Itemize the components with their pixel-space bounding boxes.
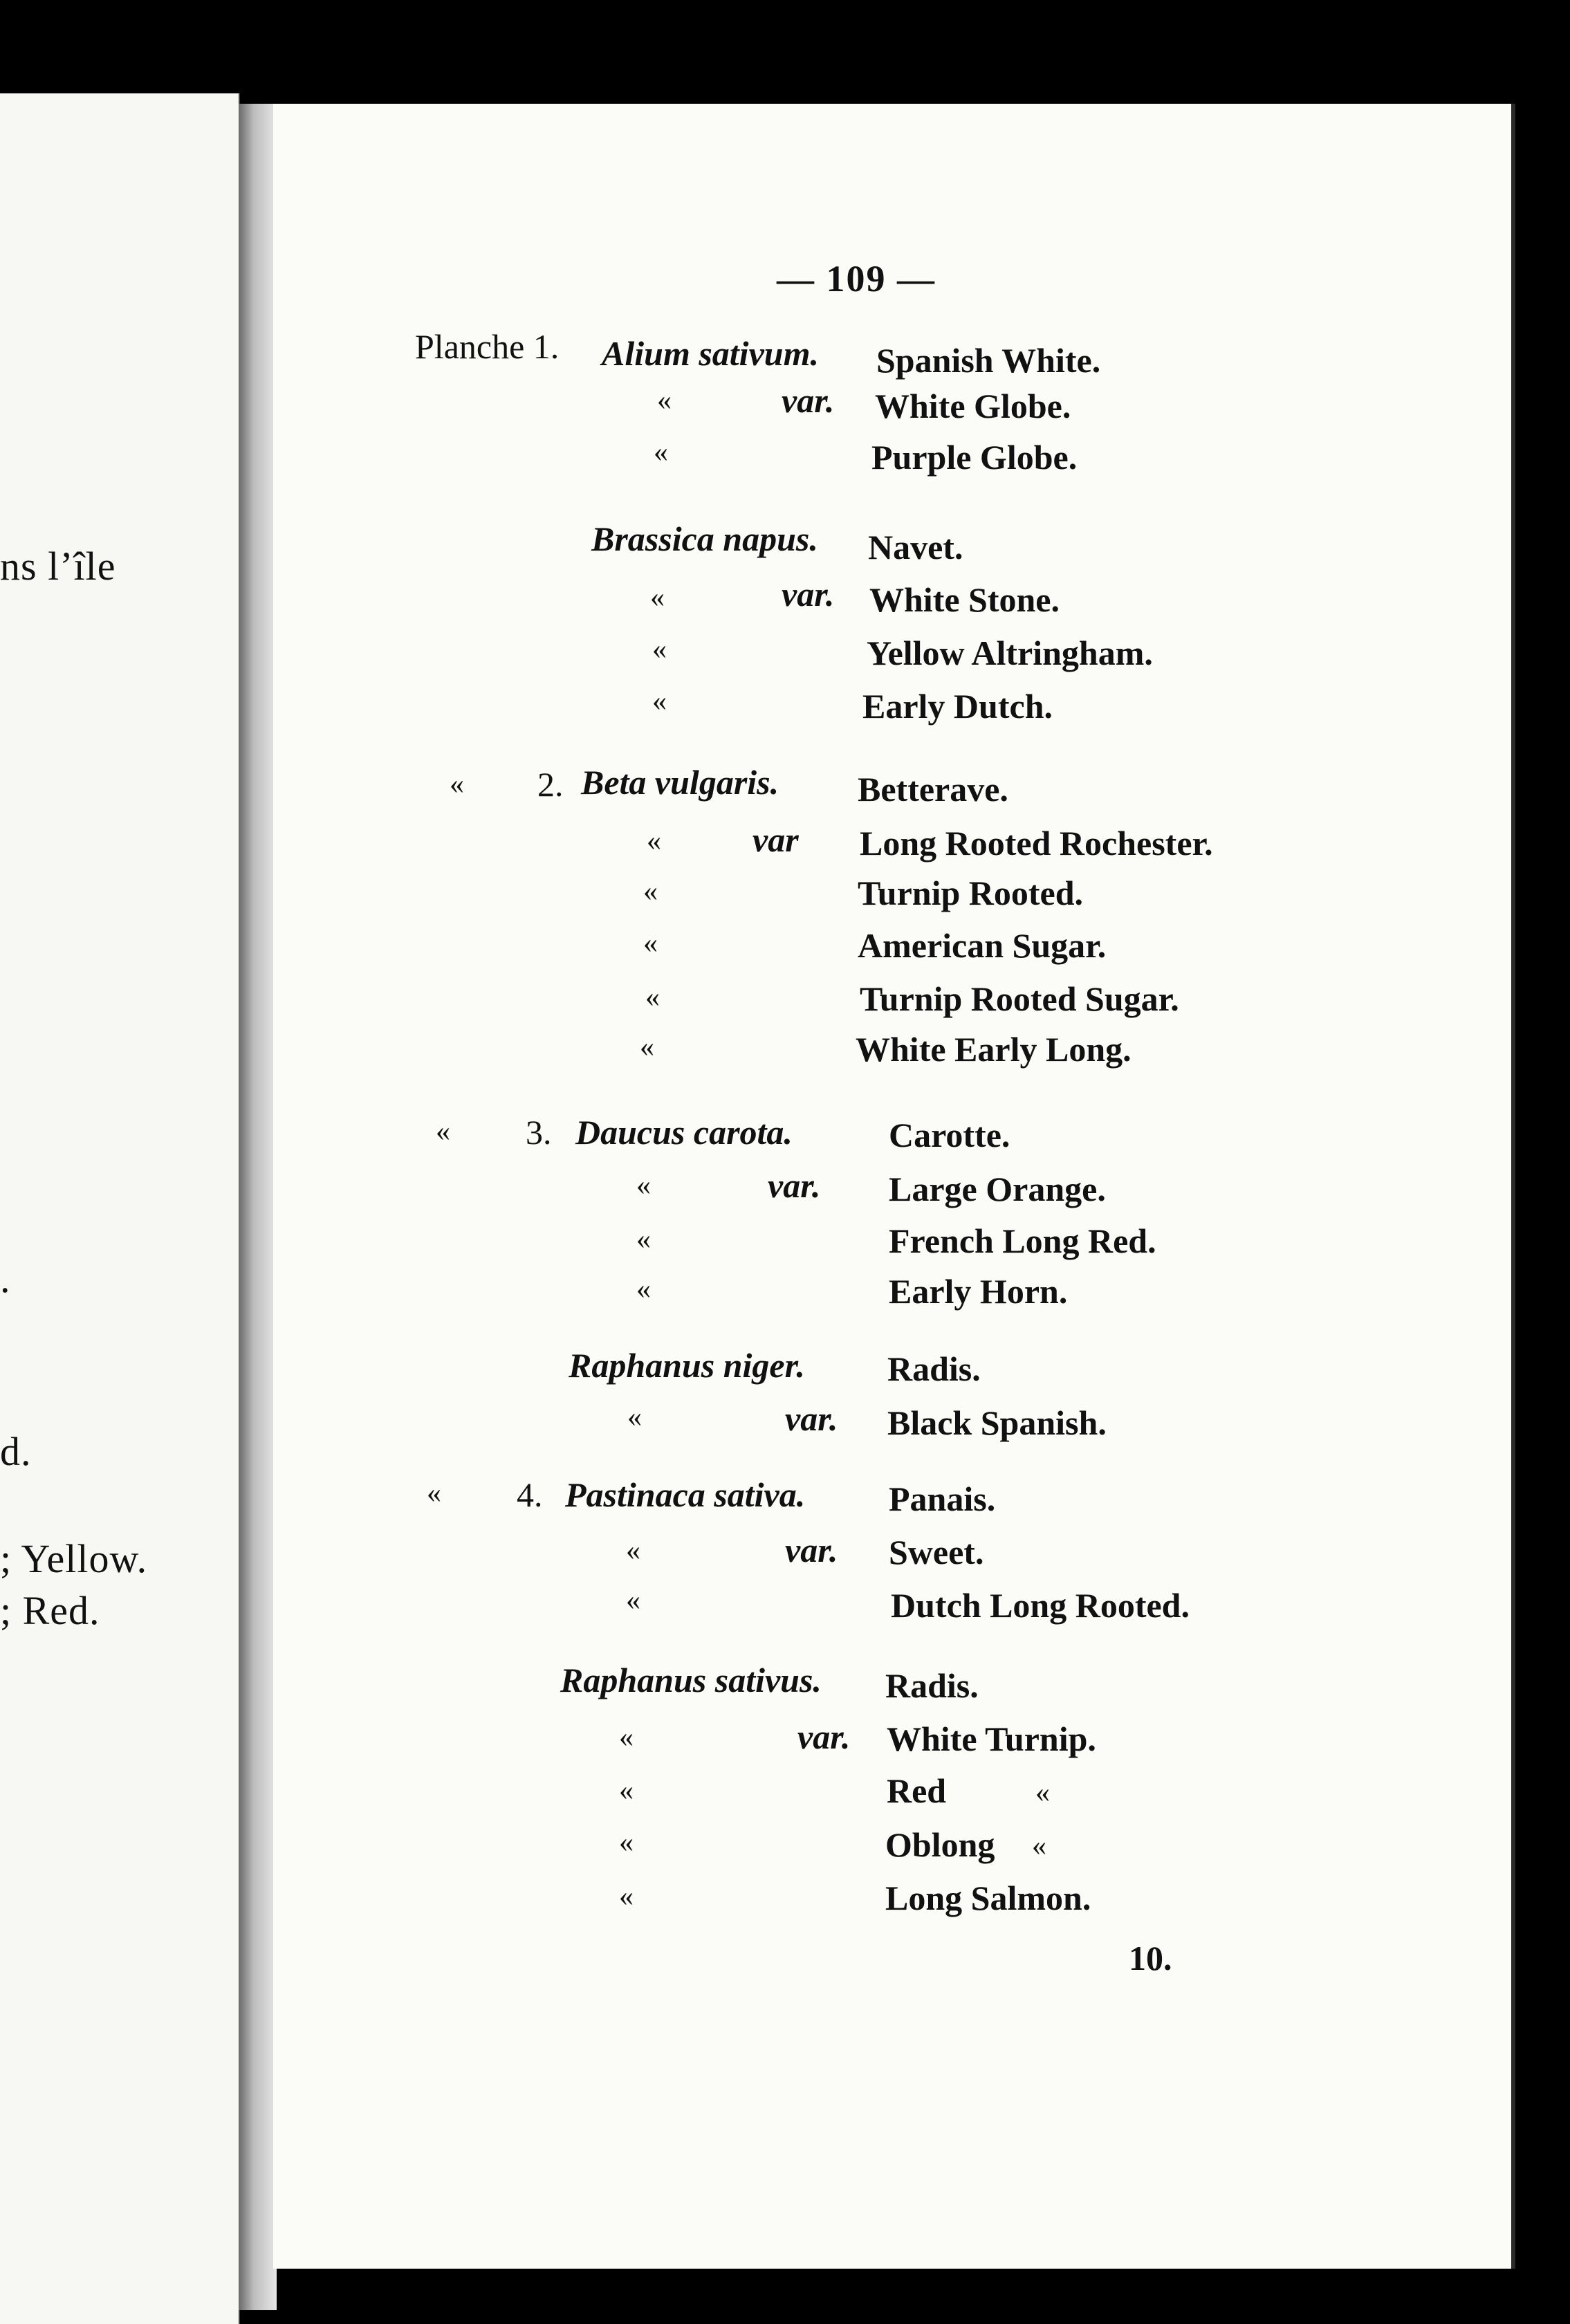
var-label: var.	[782, 381, 835, 420]
common-name: Navet.	[868, 528, 963, 566]
right-page	[273, 104, 1515, 2269]
latin-name: Daucus carota.	[575, 1113, 793, 1152]
variety: Purple Globe.	[871, 438, 1078, 477]
var-label: var.	[768, 1166, 821, 1205]
ditto-mark: «	[643, 876, 658, 907]
latin-name: Pastinaca sativa.	[565, 1475, 806, 1514]
common-name: Radis.	[887, 1349, 981, 1388]
ditto-mark: «	[619, 1775, 634, 1807]
latin-name: Alium sativum.	[602, 334, 819, 373]
variety: French Long Red.	[889, 1221, 1156, 1260]
plate-number: 4.	[517, 1475, 543, 1514]
ditto-mark: «	[619, 1881, 634, 1912]
plate-number: 2.	[537, 765, 564, 804]
latin-name: Brassica napus.	[591, 519, 818, 558]
common-name: Panais.	[889, 1479, 996, 1518]
left-fragment: ; Red.	[0, 1588, 100, 1633]
ditto-mark: «	[645, 981, 660, 1013]
variety: Long Salmon.	[885, 1879, 1091, 1917]
ditto-mark: «	[636, 1273, 651, 1305]
variety: White Early Long.	[856, 1030, 1132, 1069]
common-name: Carotte.	[889, 1116, 1010, 1154]
variety: Turnip Rooted.	[858, 874, 1084, 912]
latin-name: Raphanus sativus.	[560, 1661, 822, 1699]
variety: Red	[887, 1771, 947, 1810]
variety: White Globe.	[875, 387, 1071, 425]
variety: Turnip Rooted Sugar.	[860, 979, 1179, 1018]
ditto-mark: «	[450, 768, 464, 800]
ditto-mark: «	[657, 385, 672, 416]
ditto-mark: «	[626, 1585, 640, 1616]
left-fragment: .	[0, 1256, 11, 1301]
variety: Early Horn.	[889, 1272, 1068, 1311]
variety: Yellow Altringham.	[867, 634, 1153, 672]
variety: White Stone.	[869, 580, 1060, 619]
signature-mark: 10.	[1129, 1939, 1172, 1977]
ditto-mark: «	[619, 1722, 634, 1753]
common-name: Spanish White.	[876, 341, 1101, 380]
var-label: var.	[797, 1717, 851, 1756]
left-fragment: d.	[0, 1429, 32, 1474]
ditto-mark: «	[626, 1535, 640, 1567]
ditto-mark: «	[436, 1116, 450, 1147]
ditto-mark: «	[640, 1031, 654, 1063]
var-label: var.	[785, 1531, 838, 1569]
ditto-mark: «	[654, 436, 668, 468]
common-name: Radis.	[885, 1666, 979, 1705]
ditto-mark: «	[627, 1401, 642, 1433]
var-label: var.	[782, 575, 835, 614]
ditto-mark: «	[643, 928, 658, 959]
plate-number: 3.	[526, 1113, 552, 1152]
ditto-mark: «	[1032, 1830, 1046, 1862]
variety: American Sugar.	[858, 926, 1107, 965]
variety: Black Spanish.	[887, 1403, 1107, 1442]
ditto-mark: «	[1035, 1777, 1050, 1809]
ditto-mark: «	[652, 685, 667, 717]
latin-name: Raphanus niger.	[569, 1346, 805, 1385]
ditto-mark: «	[650, 582, 665, 614]
ditto-mark: «	[647, 825, 661, 857]
variety: White Turnip.	[887, 1719, 1096, 1758]
var-label: var	[752, 820, 799, 859]
var-label: var.	[785, 1399, 838, 1438]
page-number: — 109 —	[777, 258, 936, 299]
variety: Sweet.	[889, 1533, 984, 1571]
left-fragment: ; Yellow.	[0, 1536, 148, 1581]
ditto-mark: «	[427, 1477, 441, 1509]
common-name: Betterave.	[858, 770, 1008, 809]
ditto-mark: «	[652, 634, 667, 665]
ditto-mark: «	[636, 1170, 651, 1201]
variety: Early Dutch.	[862, 687, 1053, 726]
book-gutter	[239, 104, 277, 2310]
plate-label: Planche 1.	[415, 327, 560, 366]
variety: Oblong	[885, 1825, 995, 1864]
ditto-mark: «	[619, 1827, 634, 1859]
variety: Long Rooted Rochester.	[860, 824, 1213, 863]
ditto-mark: «	[636, 1224, 651, 1255]
left-fragment: ns l’île	[0, 544, 116, 589]
left-page	[0, 93, 240, 2324]
latin-name: Beta vulgaris.	[581, 763, 779, 802]
variety: Large Orange.	[889, 1170, 1106, 1208]
variety: Dutch Long Rooted.	[891, 1586, 1190, 1625]
